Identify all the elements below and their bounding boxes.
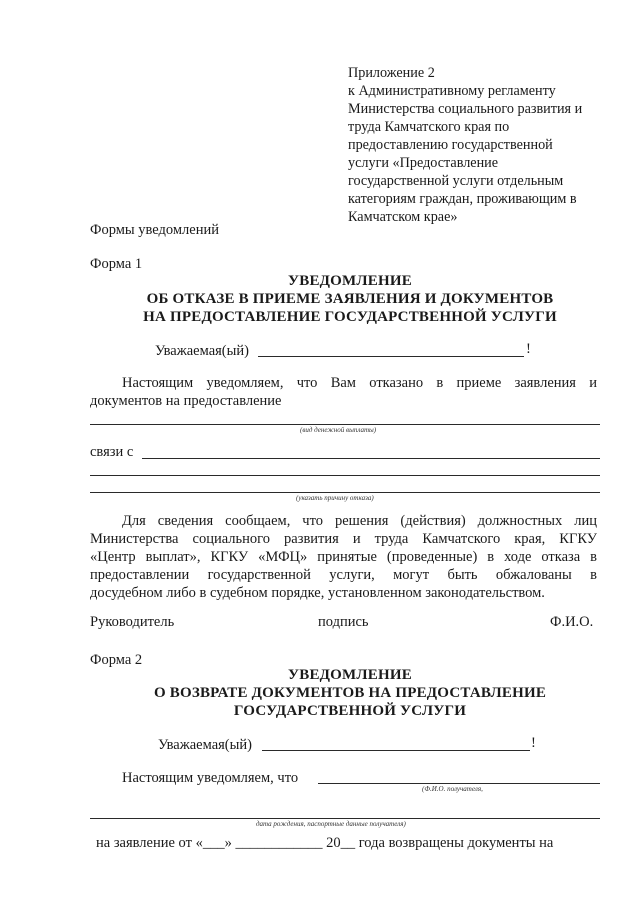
appendix-line: Министерства социального развития и [348,101,583,117]
form1-info-line: досудебном либо в судебном порядке, установленном законодательством. [90,585,545,601]
form1-exclaim: ! [526,341,531,357]
form2-title [90,666,610,720]
section-heading: Формы уведомлений [90,222,220,238]
form1-payment-field[interactable] [90,424,600,425]
appendix-line: предоставлению государственной [348,137,553,153]
form1-title [90,272,610,326]
form1-reason-field-2[interactable] [90,475,600,476]
form1-title-line: УВЕДОМЛЕНИЕ [288,273,412,289]
form2-label: Форма 2 [90,652,143,668]
appendix-line: Камчатском крае» [348,209,458,225]
form1-info-line: Для сведения сообщаем, что решения (действия) должностных лиц [122,513,597,529]
form1-head-label: Руководитель [90,614,175,630]
form1-title-line: НА ПРЕДОСТАВЛЕНИЕ ГОСУДАРСТВЕННОЙ УСЛУГИ [143,309,557,325]
appendix-line: услуги «Предоставление [348,155,499,171]
form2-birth-field[interactable] [90,818,600,819]
appendix-line: государственной услуги отдельным [348,173,564,189]
form2-fio-caption: (Ф.И.О. получателя, [422,785,483,793]
form1-notice-line: Настоящим уведомляем, что Вам отказано в приеме заявления и [122,375,597,391]
form2-title-line: О ВОЗВРАТЕ ДОКУМЕНТОВ НА ПРЕДОСТАВЛЕНИЕ [153,685,547,701]
form2-notice: Настоящим уведомляем, что [122,770,299,786]
form2-exclaim: ! [531,735,536,751]
appendix-line: Приложение 2 [348,65,435,81]
form1-label: Форма 1 [90,256,143,272]
form1-info [90,512,597,602]
form1-info-line: Министерства социального развития и труда Камчатского края, КГКУ [90,531,597,547]
appendix-line: труда Камчатского края по [348,119,510,135]
form1-reason-field[interactable] [142,458,600,459]
form1-reason-field-3[interactable] [90,492,600,493]
form1-notice [90,374,597,410]
form2-last-line: на заявление от «___» ____________ 20__ года возвращены документы на [96,835,554,851]
appendix-line: к Административному регламенту [348,83,556,99]
appendix-line: категориям граждан, проживающим в [348,191,577,207]
form2-fio-field[interactable] [318,783,600,784]
form2-name-field[interactable] [262,750,530,751]
form1-payment-caption: (вид денежной выплаты) [300,426,377,434]
form2-greeting: Уважаемая(ый) [158,737,252,753]
form1-info-line: «Центр выплат», КГКУ «МФЦ» принятые (проведенные) в ходе отказа в [90,549,597,565]
form2-birth-caption: дата рождения, паспортные данные получателя) [256,820,406,828]
form1-reason-caption: (указать причину отказа) [296,494,374,502]
form1-title-line: ОБ ОТКАЗЕ В ПРИЕМЕ ЗАЯВЛЕНИЯ И ДОКУМЕНТОВ [146,291,554,307]
form2-title-line: УВЕДОМЛЕНИЕ [288,667,412,683]
form1-fio-label: Ф.И.О. [550,614,594,630]
form1-in-connection: связи с [90,444,134,460]
appendix-header [348,64,618,226]
form1-name-field[interactable] [258,356,524,357]
form1-notice-line: документов на предоставление [90,393,282,409]
form1-info-line: предоставлении государственной услуги, могут быть обжалованы в [90,567,597,583]
form1-greeting: Уважаемая(ый) [155,343,249,359]
form1-signature-label: подпись [318,614,369,630]
form2-title-line: ГОСУДАРСТВЕННОЙ УСЛУГИ [233,703,467,719]
